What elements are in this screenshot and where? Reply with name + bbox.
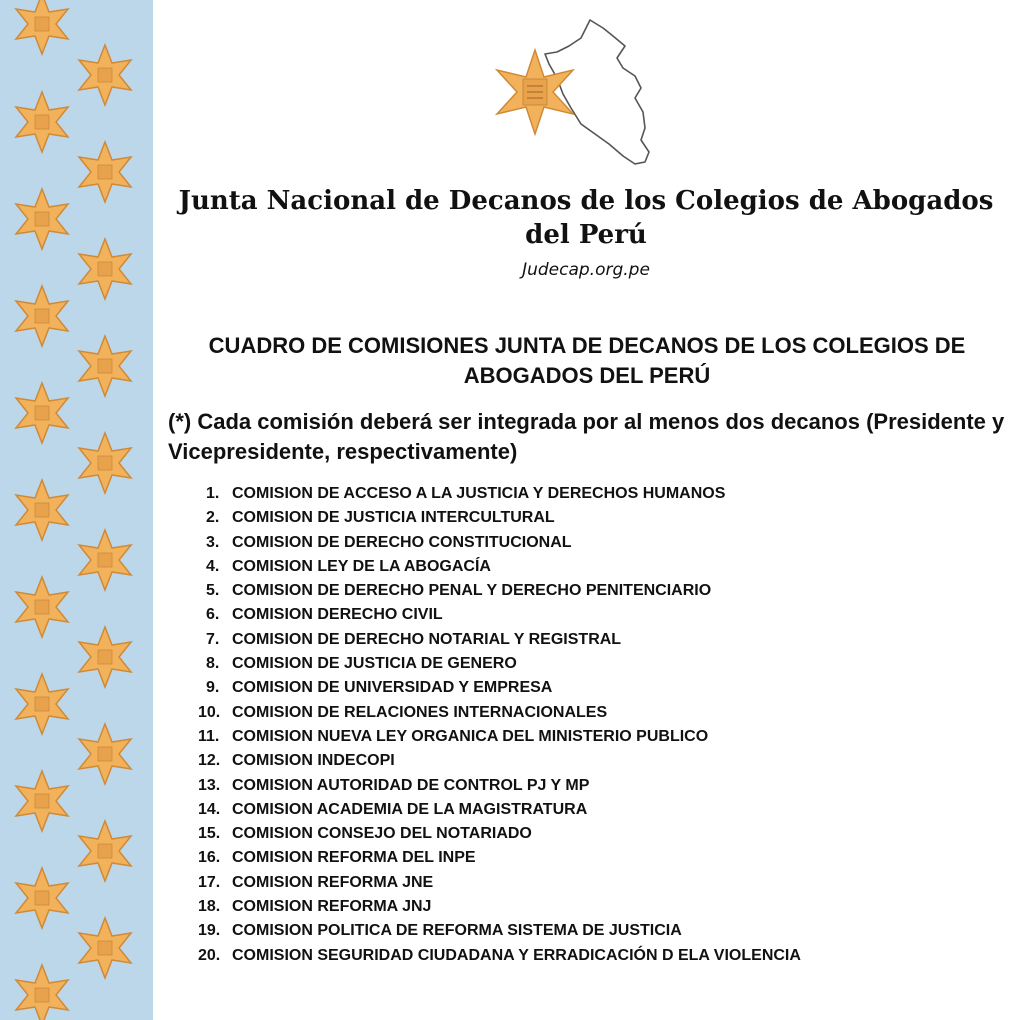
commission-label: COMISION DE ACCESO A LA JUSTICIA Y DERECHOS HUMANOS xyxy=(232,485,726,502)
commission-label: COMISION POLITICA DE REFORMA SISTEMA DE JUSTICIA xyxy=(232,922,682,940)
commission-item xyxy=(198,944,801,968)
commission-number: 4. xyxy=(206,557,220,575)
commission-number: 13. xyxy=(198,776,221,794)
star-icon xyxy=(79,433,131,493)
commission-number: 2. xyxy=(206,509,220,527)
star-icon xyxy=(16,771,68,831)
peru-map-star-logo-icon xyxy=(485,16,660,171)
commission-number: 19. xyxy=(198,922,221,940)
commission-number: 8. xyxy=(206,655,220,673)
decorative-star-sidebar xyxy=(0,0,153,1020)
star-icon xyxy=(79,821,131,881)
star-icon xyxy=(16,965,68,1020)
commission-number: 16. xyxy=(198,849,221,867)
commission-label: COMISION AUTORIDAD DE CONTROL PJ Y MP xyxy=(232,776,590,794)
commission-label: COMISION INDECOPI xyxy=(232,752,395,770)
commission-item xyxy=(198,628,801,652)
commission-number: 5. xyxy=(206,582,220,600)
commission-number: 7. xyxy=(206,630,220,648)
commission-number: 12. xyxy=(198,752,221,770)
commission-label: COMISION REFORMA DEL INPE xyxy=(232,849,476,867)
organization-website: Judecap.org.pe xyxy=(522,260,650,280)
commission-label: COMISION SEGURIDAD CIUDADANA Y ERRADICACIÓN D ELA VIOLENCIA xyxy=(232,946,801,964)
commission-label: COMISION DE UNIVERSIDAD Y EMPRESA xyxy=(232,679,553,697)
star-icon xyxy=(79,918,131,978)
star-icon xyxy=(16,383,68,443)
commission-item xyxy=(198,555,801,579)
commission-number: 15. xyxy=(198,825,221,843)
commission-item xyxy=(198,531,801,555)
commission-label: COMISION DE JUSTICIA INTERCULTURAL xyxy=(232,509,555,527)
star-icon xyxy=(16,189,68,249)
commission-item xyxy=(198,652,801,676)
commission-label: COMISION DE DERECHO NOTARIAL Y REGISTRAL xyxy=(232,630,622,648)
commission-item xyxy=(198,822,801,846)
star-icon xyxy=(16,286,68,346)
commission-number: 1. xyxy=(206,485,220,502)
star-icon xyxy=(16,577,68,637)
commission-label: COMISION DERECHO CIVIL xyxy=(232,606,443,624)
commission-item xyxy=(198,701,801,725)
star-icon xyxy=(79,239,131,299)
commission-number: 10. xyxy=(198,703,221,721)
commission-item xyxy=(198,506,801,530)
commission-number: 11. xyxy=(198,727,220,745)
composition-note: (*) Cada comisión deberá ser integrada por al menos dos decanos (Presidente y Vicepresidente, respectivamente) xyxy=(168,409,1005,464)
commission-number: 9. xyxy=(206,679,220,697)
star-icon xyxy=(79,45,131,105)
commission-item xyxy=(198,676,801,700)
commission-label: COMISION NUEVA LEY ORGANICA DEL MINISTERIO PUBLICO xyxy=(232,727,709,745)
commission-label: COMISION DE JUSTICIA DE GENERO xyxy=(232,655,517,673)
document-title: CUADRO DE COMISIONES JUNTA DE DECANOS DE LOS COLEGIOS DE ABOGADOS DEL PERÚ xyxy=(208,333,966,388)
star-icon xyxy=(79,724,131,784)
commission-number: 14. xyxy=(198,800,221,818)
commission-number: 18. xyxy=(198,898,221,916)
star-icon xyxy=(79,530,131,590)
commission-item xyxy=(198,749,801,773)
commission-label: COMISION LEY DE LA ABOGACÍA xyxy=(232,557,491,575)
star-icon xyxy=(16,92,68,152)
commission-label: COMISION REFORMA JNJ xyxy=(232,898,432,916)
commission-item xyxy=(198,725,801,749)
commission-label: COMISION REFORMA JNE xyxy=(232,873,434,891)
commission-item xyxy=(198,603,801,627)
commission-label: COMISION DE RELACIONES INTERNACIONALES xyxy=(232,703,608,721)
star-icon xyxy=(16,480,68,540)
commission-label: COMISION DE DERECHO PENAL Y DERECHO PENITENCIARIO xyxy=(232,582,712,600)
commission-item xyxy=(198,774,801,798)
commission-item xyxy=(198,919,801,943)
commission-number: 20. xyxy=(198,946,221,964)
star-pattern xyxy=(0,0,153,1020)
commission-item xyxy=(198,482,801,506)
star-icon xyxy=(79,336,131,396)
commission-label: COMISION CONSEJO DEL NOTARIADO xyxy=(232,825,532,843)
commission-number: 3. xyxy=(206,533,220,551)
commission-item xyxy=(198,579,801,603)
star-icon xyxy=(79,142,131,202)
commission-number: 17. xyxy=(198,873,221,891)
star-icon xyxy=(16,868,68,928)
star-icon xyxy=(79,627,131,687)
commission-item xyxy=(198,895,801,919)
commission-item xyxy=(198,871,801,895)
commission-number: 6. xyxy=(206,606,220,624)
commission-label: COMISION DE DERECHO CONSTITUCIONAL xyxy=(232,533,572,551)
commission-label: COMISION ACADEMIA DE LA MAGISTRATURA xyxy=(232,800,588,818)
organization-title: Junta Nacional de Decanos de los Colegios de Abogados del Perú xyxy=(178,186,994,250)
commission-item xyxy=(198,846,801,870)
commission-list xyxy=(198,482,801,968)
star-icon xyxy=(16,0,68,54)
commission-item xyxy=(198,798,801,822)
star-icon xyxy=(16,674,68,734)
peru-map-outline xyxy=(545,20,649,164)
